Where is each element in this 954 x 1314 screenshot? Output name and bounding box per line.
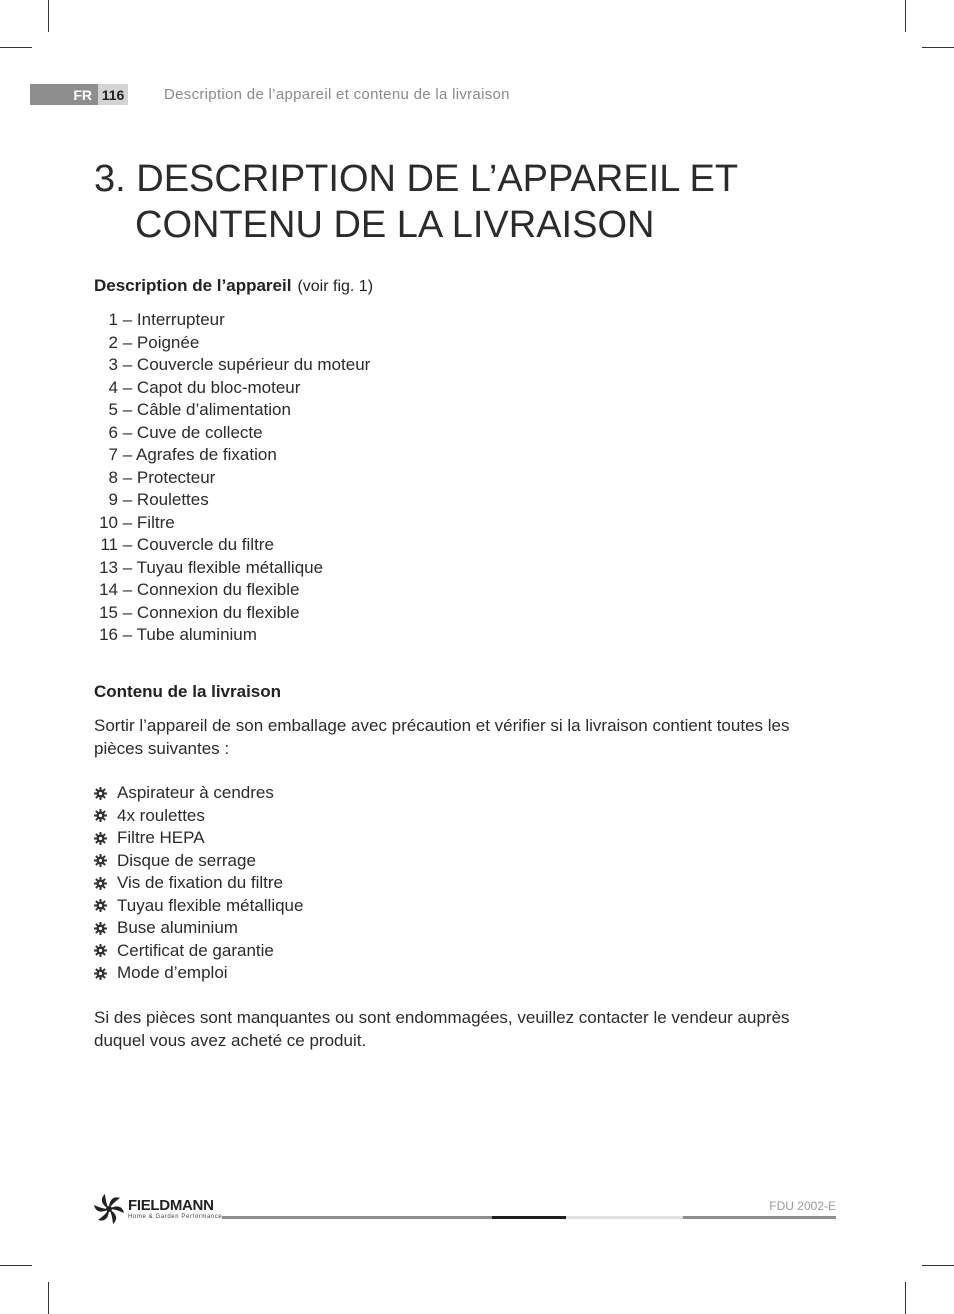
gear-bullet-icon xyxy=(94,967,107,980)
list-item xyxy=(94,962,303,985)
contents-item-label: Disque de serrage xyxy=(117,850,256,870)
list-item xyxy=(94,805,303,828)
part-number: 14 xyxy=(99,580,118,599)
list-item xyxy=(94,917,303,940)
list-item xyxy=(94,489,370,512)
contents-list xyxy=(94,782,303,985)
part-label: – Connexion du flexible xyxy=(122,602,300,622)
chapter-title-line2: CONTENU DE LA LIVRAISON xyxy=(135,204,655,246)
footer-rule-segment xyxy=(683,1216,836,1219)
contents-outro: Si des pièces sont manquantes ou sont endommagées, veuillez contacter le vendeur auprès duquel vous avez acheté ce produit. xyxy=(94,1008,790,1050)
list-item xyxy=(94,444,370,467)
crop-mark xyxy=(922,1265,954,1266)
part-number: 10 xyxy=(99,512,118,532)
contents-item-label: Filtre HEPA xyxy=(117,828,205,847)
description-heading-text: Description de l’appareil xyxy=(94,276,292,295)
part-label: – Cuve de collecte xyxy=(122,422,263,442)
model-number: FDU 2002-E xyxy=(769,1199,836,1213)
list-item xyxy=(94,399,370,422)
part-label: – Protecteur xyxy=(122,467,216,487)
chapter-title-line1: 3. DESCRIPTION DE L’APPAREIL ET xyxy=(94,158,739,200)
footer-rule-segment xyxy=(492,1216,566,1219)
list-item xyxy=(94,940,303,963)
list-item xyxy=(94,895,303,918)
list-item xyxy=(94,332,370,355)
contents-item-label: Buse aluminium xyxy=(117,918,238,937)
gear-bullet-icon xyxy=(94,854,107,867)
list-item xyxy=(94,534,370,557)
brand-name: FIELDMANN xyxy=(128,1196,214,1214)
part-number: 2 xyxy=(108,332,118,352)
crop-mark xyxy=(0,1265,32,1266)
gear-bullet-icon xyxy=(94,809,107,822)
list-item xyxy=(94,512,370,535)
part-number: 7 xyxy=(108,445,118,464)
list-item xyxy=(94,827,303,850)
part-label: – Tube aluminium xyxy=(122,625,257,644)
contents-heading: Contenu de la livraison xyxy=(94,682,282,701)
description-heading xyxy=(94,276,373,296)
crop-mark xyxy=(905,0,906,32)
list-item xyxy=(94,354,370,377)
gear-bullet-icon xyxy=(94,899,107,912)
crop-mark xyxy=(48,0,49,32)
part-label: – Roulettes xyxy=(122,490,209,509)
contents-item-label: 4x roulettes xyxy=(117,805,205,825)
footer-rule-segment xyxy=(566,1216,683,1219)
list-item xyxy=(94,467,370,490)
part-number: 5 xyxy=(108,400,118,419)
part-number: 3 xyxy=(108,355,118,374)
list-item xyxy=(94,602,370,625)
part-number: 1 xyxy=(108,310,118,329)
list-item xyxy=(94,377,370,400)
part-label: – Couvercle du filtre xyxy=(122,535,274,554)
contents-intro: Sortir l’appareil de son emballage avec précaution et vérifier si la livraison contient toutes les pièces suivantes : xyxy=(94,716,790,758)
brand-tagline: Home & Garden Performance xyxy=(128,1213,223,1220)
brand-logo xyxy=(94,1194,222,1224)
running-title: Description de l’appareil et contenu de la livraison xyxy=(164,86,510,103)
contents-item-label: Vis de fixation du filtre xyxy=(117,873,283,892)
list-item xyxy=(94,782,303,805)
contents-item-label: Aspirateur à cendres xyxy=(117,783,274,802)
crop-mark xyxy=(0,47,32,48)
list-item xyxy=(94,422,370,445)
contents-item-label: Mode d’emploi xyxy=(117,963,228,982)
page-number: 116 xyxy=(98,84,128,105)
list-item xyxy=(94,557,370,580)
gear-bullet-icon xyxy=(94,877,107,890)
gear-bullet-icon xyxy=(94,787,107,800)
parts-list xyxy=(94,309,370,647)
contents-item-label: Tuyau flexible métallique xyxy=(117,895,304,915)
list-item xyxy=(94,309,370,332)
contents-item-label: Certificat de garantie xyxy=(117,940,274,960)
part-label: – Couvercle supérieur du moteur xyxy=(122,355,371,374)
part-label: – Connexion du flexible xyxy=(122,580,300,599)
part-number: 9 xyxy=(108,490,118,509)
part-label: – Filtre xyxy=(122,512,175,532)
gear-bullet-icon xyxy=(94,922,107,935)
part-number: 4 xyxy=(108,377,118,397)
list-item xyxy=(94,872,303,895)
part-label: – Poignée xyxy=(122,332,200,352)
part-label: – Câble d’alimentation xyxy=(122,400,291,419)
list-item xyxy=(94,579,370,602)
list-item xyxy=(94,624,370,647)
gear-bullet-icon xyxy=(94,832,107,845)
part-number: 8 xyxy=(108,467,118,487)
fan-logo-icon xyxy=(94,1194,124,1224)
part-label: – Interrupteur xyxy=(122,310,225,329)
part-label: – Capot du bloc-moteur xyxy=(122,377,301,397)
chapter-title xyxy=(94,156,854,248)
page-header-tab xyxy=(30,84,128,105)
figure-reference: (voir fig. 1) xyxy=(297,278,374,295)
part-label: – Tuyau flexible métallique xyxy=(122,557,324,577)
list-item xyxy=(94,850,303,873)
part-number: 15 xyxy=(99,602,118,622)
part-number: 11 xyxy=(100,535,118,554)
part-number: 6 xyxy=(108,422,118,442)
crop-mark xyxy=(905,1282,906,1314)
language-tag: FR xyxy=(30,84,98,105)
part-number: 16 xyxy=(99,625,118,644)
footer-rule-segment xyxy=(222,1216,492,1219)
crop-mark xyxy=(922,47,954,48)
part-label: – Agrafes de fixation xyxy=(122,445,277,464)
part-number: 13 xyxy=(99,557,118,577)
gear-bullet-icon xyxy=(94,944,107,957)
crop-mark xyxy=(48,1282,49,1314)
